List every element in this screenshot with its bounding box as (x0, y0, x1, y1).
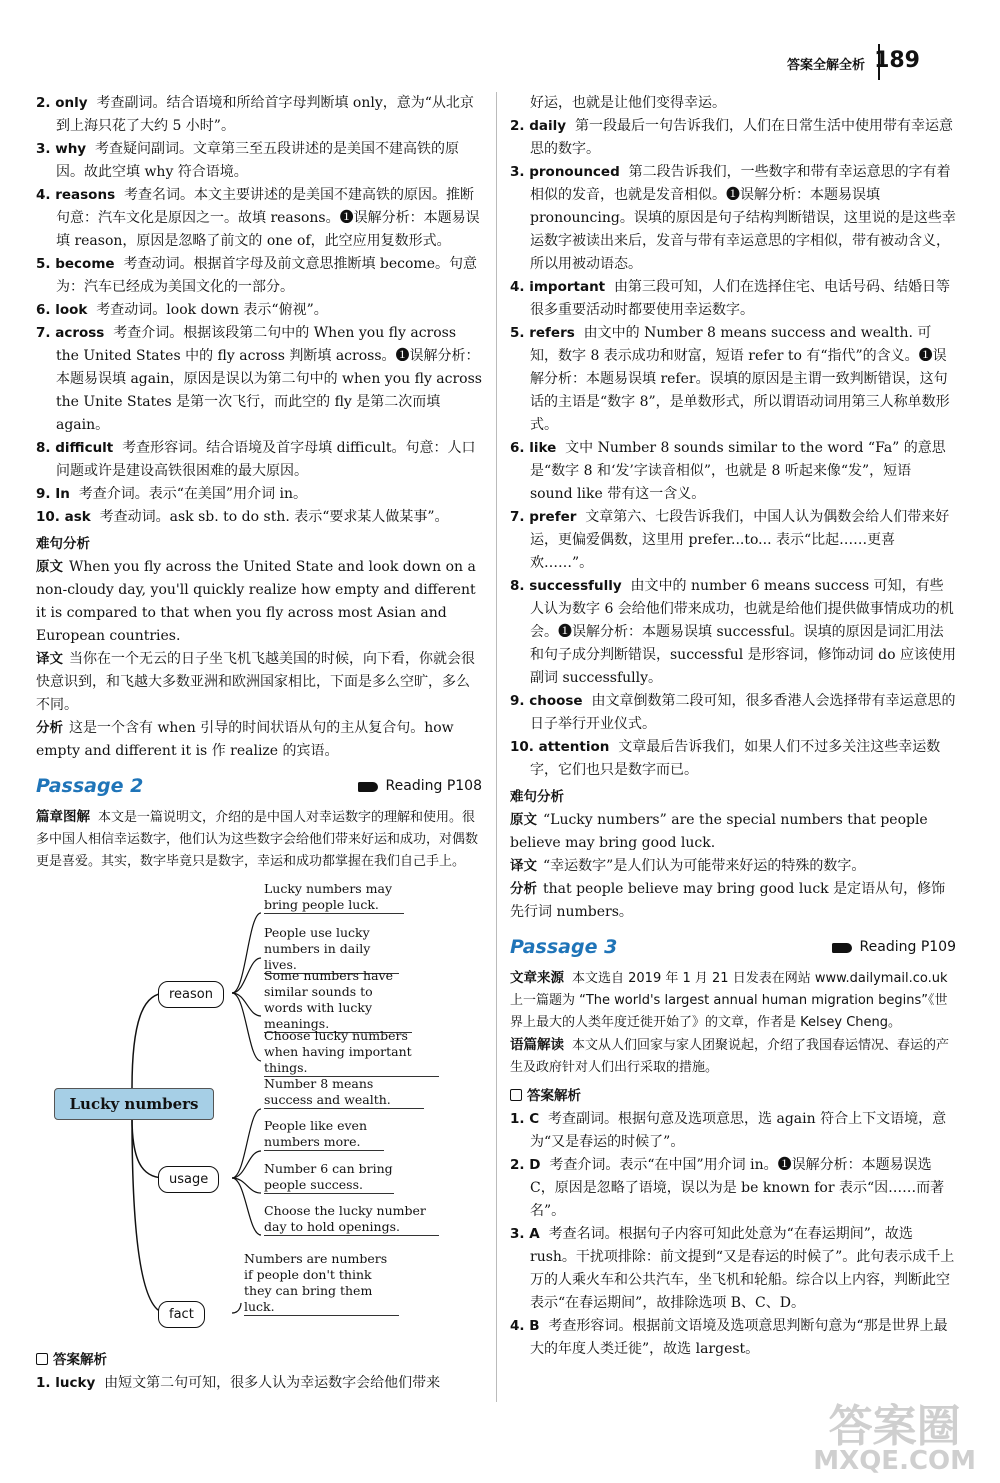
header-label: 答案全解全析 (786, 58, 865, 73)
difficult-heading: 难句分析 (510, 789, 564, 805)
answer-item: 10. ask 考查动词。ask sb. to do sth. 表示“要求某人做某事”。 (36, 509, 449, 525)
yuanwen: 原文 When you fly across the United State and look down on a non-cloudy day, you'll quickly realize how empty and different it is compared to that when you fly across most Asian and European countries. (36, 559, 476, 644)
answer-item: 10. attention 文章最后告诉我们，如果人们不过多关注这些幸运数字，它们也只是数字而已。 (510, 739, 941, 778)
leaf-2: People use lucky numbers in daily lives. (264, 925, 399, 974)
answer-item: 7. prefer 文章第六、七段告诉我们，中国人认为偶数会给人们带来好运，更偏爱偶数，这里用 prefer...to... 表示“比起……更喜欢……”。 (510, 509, 950, 571)
fenxi: 分析 这是一个含有 when 引导的时间状语从句的主从复合句。how empty and different it is 作 realize 的宾语。 (36, 720, 454, 759)
node-reason: reason (158, 981, 224, 1008)
leaf-3: Some numbers have similar sounds to words with lucky meanings. (264, 968, 412, 1033)
passage-reading: 语篇解读 本文从人们回家与家人团聚说起，介绍了我国春运情况、春运的产生及政府针对人们出行采取的措施。 (510, 1037, 950, 1075)
mind-map (36, 873, 482, 1343)
answer-item: 6. look 考查动词。look down 表示“俯视”。 (36, 302, 328, 318)
answer-item: 9. In 考查介词。表示“在美国”用介词 in。 (36, 486, 308, 502)
answer-item: 2. D 考查介词。表示“在中国”用介词 in。❶误解分析：本题易误选 C，原因是忽略了语境，误以为是 be known for 表示“因……而著名”。 (510, 1157, 945, 1219)
watermark: 答案圈 MXQE.COM (813, 1401, 976, 1476)
page-number: 189 (874, 48, 920, 73)
fenxi: 分析 that people believe may bring good luck 是定语从句，修饰先行词 numbers。 (510, 881, 946, 920)
passage-3-header (510, 936, 956, 959)
answer-item: 3. pronounced 第二段告诉我们，一些数字和带有幸运意思的字有着相似的发音，也就是发音相似。❶误解分析：本题易误填 pronouncing。误填的原因是句子结构判断错误，这里说的是这些幸运数字被读出来后，发音与带有幸运意思的字相似，带有被动含义，所以用被动语态。 (510, 164, 956, 272)
node-fact: fact (158, 1301, 205, 1328)
mind-map-center: Lucky numbers (54, 1088, 214, 1120)
leaf-6: People like even numbers more. (264, 1118, 384, 1151)
lock-icon (36, 1353, 48, 1365)
leaf-5: Number 8 means success and wealth. (264, 1076, 424, 1109)
yiwen: 译文 “幸运数字”是人们认为可能带来好运的特殊的数字。 (510, 858, 866, 874)
answer-item: 1. lucky 由短文第二句可知，很多人认为幸运数字会给他们带来 (36, 1375, 441, 1391)
yuanwen: 原文 “Lucky numbers” are the special numbers that people believe may bring good luck. (510, 812, 928, 851)
right-answer-list-2 (510, 1108, 956, 1361)
passage-ref: Reading P108 (358, 775, 482, 798)
answer-item: 7. across 考查介词。根据该段第二句中的 When you fly across the United States 中的 fly across 判断填 across。❶误解分析：本题易误填 again，原因是误以为第二句中的 when you fly across the Unite States 是第一次飞行，而此空的 fly 是第二次而填 again。 (36, 325, 482, 433)
leaf-7: Number 6 can bring people success. (264, 1161, 393, 1192)
answer-heading: 答案解析 (36, 1349, 482, 1372)
answer-item: 3. why 考查疑问副词。文章第三至五段讲述的是美国不建高铁的原因。故此空填 why 符合语境。 (36, 141, 460, 180)
passage-title: Passage 3 (510, 936, 618, 958)
answer-item: 4. important 由第三段可知，人们在选择住宅、电话号码、结婚日等很多重要活动时都要使用幸运数字。 (510, 279, 951, 318)
right-answer-list (510, 115, 956, 782)
answer-item: 8. successfully 由文中的 number 6 means success 可知，有些人认为数字 6 会给他们带来成功，也就是给他们提供做事情成功的机会。❶误解分析：本题易误填 successful。误填的原因是词汇用法和句子成分判断错误，successful 是形容词，修饰动词 do 应该使用副词 successfully。 (510, 578, 956, 686)
continuation-text: 好运，也就是让他们变得幸运。 (530, 95, 726, 111)
answer-item: 4. B 考查形容词。根据前文语境及选项意思判断句意为“那是世界上最大的年度人类迁徙”，故选 largest。 (510, 1318, 948, 1357)
passage-ref: Reading P109 (832, 936, 956, 959)
answer-item: 6. like 文中 Number 8 sounds similar to the word “Fa” 的意思是“数字 8 和‘发’字读音相似”，也就是 8 听起来像“发”，短语 sound like 带有这一含义。 (510, 440, 946, 502)
leaf-4: Choose lucky numbers when having important things. (264, 1028, 439, 1077)
passage-2-header (36, 775, 482, 798)
leaf-1: Lucky numbers may bring people luck. (264, 881, 404, 914)
answer-item: 5. refers 由文中的 Number 8 means success and wealth. 可知，数字 8 表示成功和财富，短语 refer to 有“指代”的含义。❶误解分析：本题易误填 refer。误填的原因是主谓一致判断错误，这句话的主语是“数字 8”，是单数形式，所以谓语动词用第三人称单数形式。 (510, 325, 950, 433)
answer-heading: 答案解析 (510, 1085, 956, 1108)
answer-item: 3. A 考查名词。根据句子内容可知此处意为“在春运期间”，故选 rush。干扰项排除：前文提到“又是春运的时候了”。此句表示成千上万的人乘火车和公共汽车，坐飞机和轮船。综合以上内容，判断此空表示“在春运期间”，故排除选项 B、C、D。 (510, 1226, 955, 1311)
yiwen: 译文 当你在一个无云的日子坐飞机飞越美国的时候，向下看，你就会很快意识到，和飞越大多数亚洲和欧洲国家相比，下面是多么空旷，多么不同。 (36, 651, 475, 713)
right-column (510, 92, 956, 1361)
answer-item: 1. C 考查副词。根据句意及选项意思，选 again 符合上下文语境，意为“又是春运的时候了”。 (510, 1111, 947, 1150)
pointing-hand-icon (832, 943, 852, 953)
answer-item: 9. choose 由文章倒数第二段可知，很多香港人会选择带有幸运意思的日子举行开业仪式。 (510, 693, 956, 732)
leaf-9: Numbers are numbers if people don't think they can bring them luck. (244, 1251, 399, 1316)
passage-summary: 篇章图解 本文是一篇说明文，介绍的是中国人对幸运数字的理解和使用。很多中国人相信幸运数字，他们认为这些数字会给他们带来好运和成功，对偶数更是喜爱。其实，数字毕竟只是数字，幸运和成功都掌握在我们自己手上。 (36, 809, 479, 869)
pointing-hand-icon (358, 782, 378, 792)
column-divider (496, 92, 497, 1402)
answer-item: 2. only 考查副词。结合语境和所给首字母判断填 only，意为“从北京到上海只花了大约 5 小时”。 (36, 95, 474, 134)
answer-item: 4. reasons 考查名词。本文主要讲述的是美国不建高铁的原因。推断句意：汽车文化是原因之一。故填 reasons。❶误解分析：本题易误填 reason，原因是忽略了前文的 one of，此空应用复数形式。 (36, 187, 480, 249)
left-column (36, 92, 482, 1395)
leaf-8: Choose the lucky number day to hold openings. (264, 1203, 439, 1236)
node-usage: usage (158, 1166, 219, 1193)
lock-icon (510, 1089, 522, 1101)
answer-item: 2. daily 第一段最后一句告诉我们，人们在日常生活中使用带有幸运意思的数字。 (510, 118, 953, 157)
left-answer-list (36, 92, 482, 529)
answer-item: 5. become 考查动词。根据首字母及前文意思推断填 become。句意为：汽车已经成为美国文化的一部分。 (36, 256, 477, 295)
difficult-heading: 难句分析 (36, 536, 90, 552)
passage-title: Passage 2 (36, 775, 144, 797)
article-source: 文章来源 本文选自 2019 年 1 月 21 日发表在网站 www.dailymail.co.uk 上一篇题为 “The world's largest annual human migration begins”《世界上最大的人类年度迁徙开始了》的文章，作者是 Kelsey Cheng。 (510, 970, 948, 1030)
answer-item: 8. difficult 考查形容词。结合语境及首字母填 difficult。句意：人口问题或许是建设高铁很困难的最大原因。 (36, 440, 476, 479)
